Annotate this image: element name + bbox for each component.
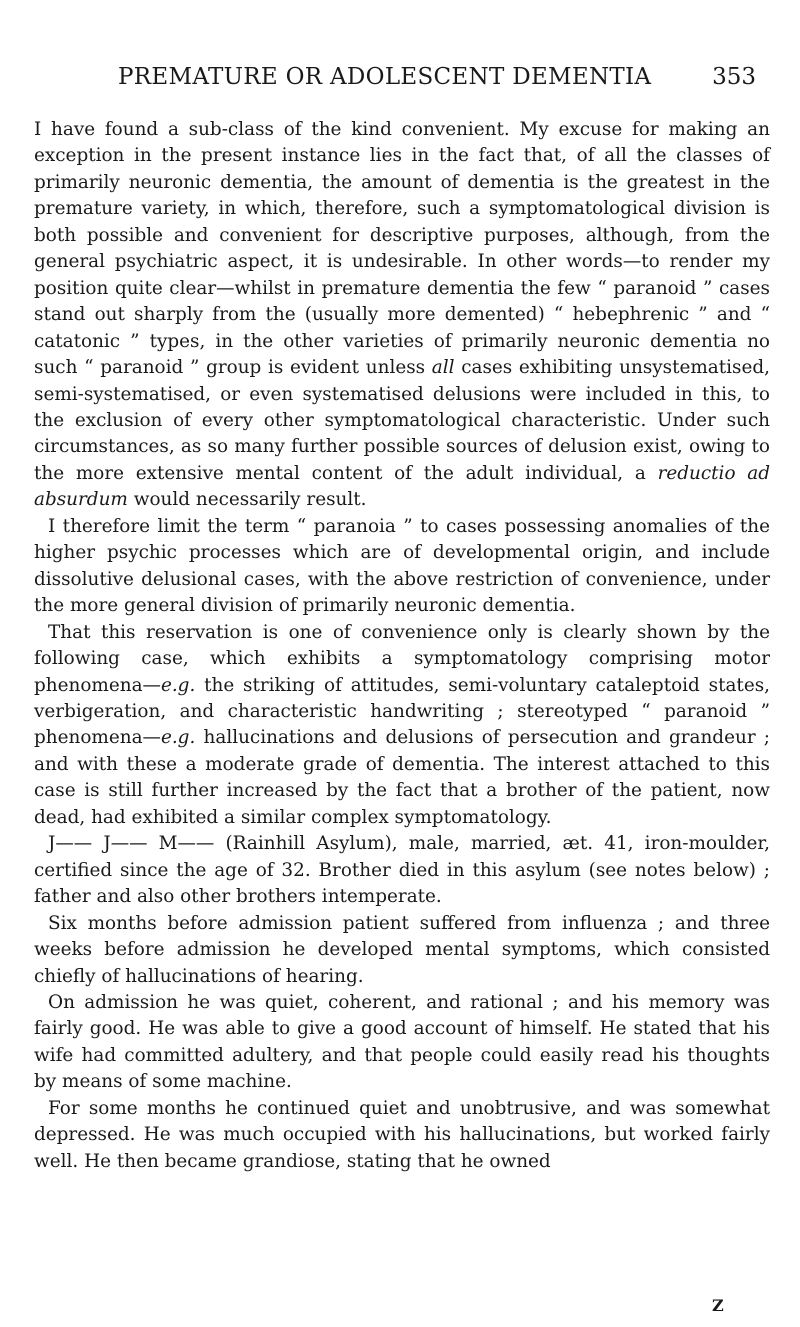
- paragraph-reservation: That this reservation is one of convenience only is clearly shown by the following case, which exhibits a symptomatology comprising motor phenomena—e.g. the striking of attitudes, semi-voluntary cataleptoid states, verbigeration, and characteristic handwriting ; stereotyped “ paranoid ” phenomena—e.g. hallucinations and delusions of persecution and grandeur ; and with these a moderate grade of dementia. The interest attached to this case is still further increased by the fact that a brother of the patient, now dead, had exhibited a similar complex symptomatology.: [34, 621, 770, 828]
- paragraph-case-intro: J—— J—— M—— (Rainhill Asylum), male, married, æt. 41, iron-moulder, certified since the age of 32. Brother died in this asylum (see notes below) ; father and also other brothers intemperate.: [34, 833, 770, 908]
- signature-mark: Z: [712, 1296, 724, 1315]
- body-text: [34, 117, 770, 1175]
- page-number: 353: [712, 64, 756, 90]
- chapter-title: PREMATURE OR ADOLESCENT DEMENTIA: [118, 64, 652, 90]
- paragraph-grandiose: For some months he continued quiet and unobtrusive, and was somewhat depressed. He was much occupied with his hallucinations, but worked fairly well. He then became grandiose, stating that he owned: [34, 1097, 770, 1172]
- paragraph-paranoia: I therefore limit the term “ paranoia ” to cases possessing anomalies of the higher psychic processes which are of developmental origin, and include dissolutive delusional cases, with the above restriction of convenience, under the more general division of primarily neuronic dementia.: [34, 515, 770, 617]
- running-head: [0, 64, 800, 94]
- paragraph-influenza: Six months before admission patient suffered from influenza ; and three weeks before admission he developed mental symptoms, which consisted chiefly of hallucinations of hearing.: [34, 912, 770, 987]
- paragraph-subclass: I have found a sub-class of the kind convenient. My excuse for making an exception in the present instance lies in the fact that, of all the classes of primarily neuronic dementia, the amount of dementia is the greatest in the premature variety, in which, therefore, such a symptomatological division is both possible and convenient for descriptive purposes, although, from the general psychiatric aspect, it is undesirable. In other words—to render my position quite clear—whilst in premature dementia the few “ paranoid ” cases stand out sharply from the (usually more demented) “ hebephrenic ” and “ catatonic ” types, in the other varieties of primarily neuronic dementia no such “ paranoid ” group is evident unless all cases exhibiting unsystematised, semi-systematised, or even systematised delusions were included in this, to the exclusion of every other symptomatological characteristic. Under such circumstances, as so many further possible sources of delusion exist, owing to the more extensive mental content of the adult individual, a reductio ad absurdum would necessarily result.: [34, 119, 770, 511]
- paragraph-admission: On admission he was quiet, coherent, and rational ; and his memory was fairly good. He was able to give a good account of himself. He stated that his wife had committed adultery, and that people could easily read his thoughts by means of some machine.: [34, 991, 770, 1093]
